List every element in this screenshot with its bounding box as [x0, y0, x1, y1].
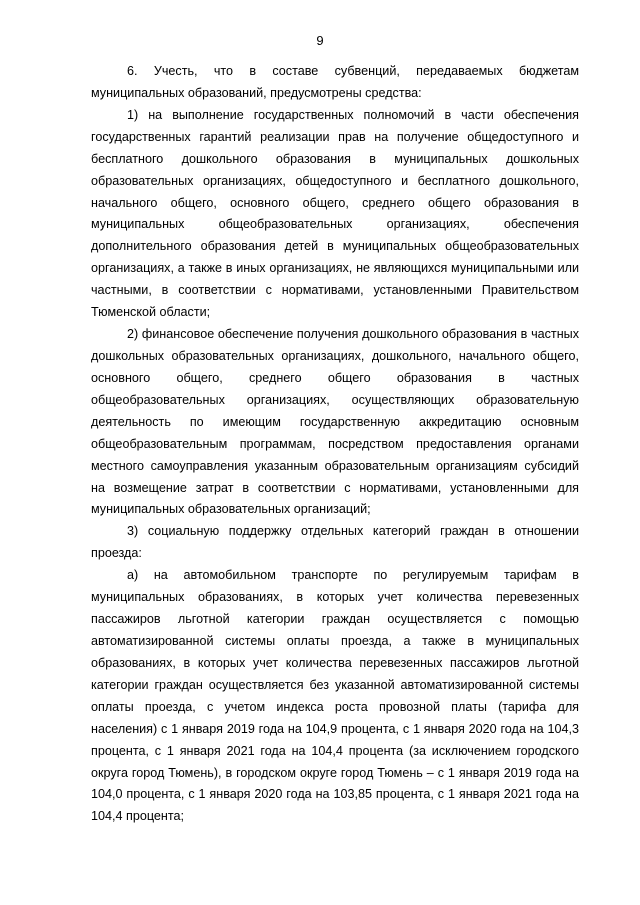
paragraph-6-item-2: 2) финансовое обеспечение получения дошкольного образования в частных дошкольных образовательных организациях, дошкольного, начального общего, основного общего, среднего общего образования в частных общеобразовательных организациях, осуществляющих образовательную деятельность по имеющим государственную аккредитацию основным общеобразовательным программам, посредством предоставления органами местного самоуправления указанным образовательным организациям субсидий на возмещение затрат в соответствии с нормативами, установленными для муниципальных образовательных организаций;: [91, 327, 579, 517]
paragraph-6-item-3: 3) социальную поддержку отдельных категорий граждан в отношении проезда:: [91, 524, 579, 561]
page-number: 9: [316, 33, 324, 48]
paragraph-6: 6. Учесть, что в составе субвенций, передаваемых бюджетам муниципальных образований, предусмотрены средства:: [91, 64, 579, 100]
paragraph-6-item-3a: а) на автомобильном транспорте по регулируемым тарифам в муниципальных образованиях, в которых учет количества перевезенных пассажиров льготной категории граждан осуществляется с помощью автоматизированной системы оплаты проезда, а также в муниципальных образованиях, в которых учет количества перевезенных пассажиров льготной категории граждан осуществляется без указанной автоматизированной системы оплаты проезда, с учетом индекса роста провозной платы (тарифа для населения) с 1 января 2019 года на 104,9 процента, с 1 января 2020 года на 104,3 процента, с 1 января 2021 года на 104,4 процента (за исключением городского округа город Тюмень), в городском округе город Тюмень – с 1 января 2019 года на 104,0 процента, с 1 января 2020 года на 103,85 процента, с 1 января 2021 года на 104,4 процента;: [91, 568, 579, 824]
paragraph-6-item-1: 1) на выполнение государственных полномочий в части обеспечения государственных гарантий реализации прав на получение общедоступного и бесплатного дошкольного образования в муниципальных дошкольных образовательных организациях, общедоступного и бесплатного дошкольного, начального общего, основного общего, среднего общего образования в муниципальных общеобразовательных организациях, обеспечения дополнительного образования детей в муниципальных общеобразовательных организациях, а также в иных организациях, не являющихся муниципальными или частными, в соответствии с нормативами, установленными Правительством Тюменской области;: [91, 107, 579, 320]
document-body: [91, 61, 579, 828]
